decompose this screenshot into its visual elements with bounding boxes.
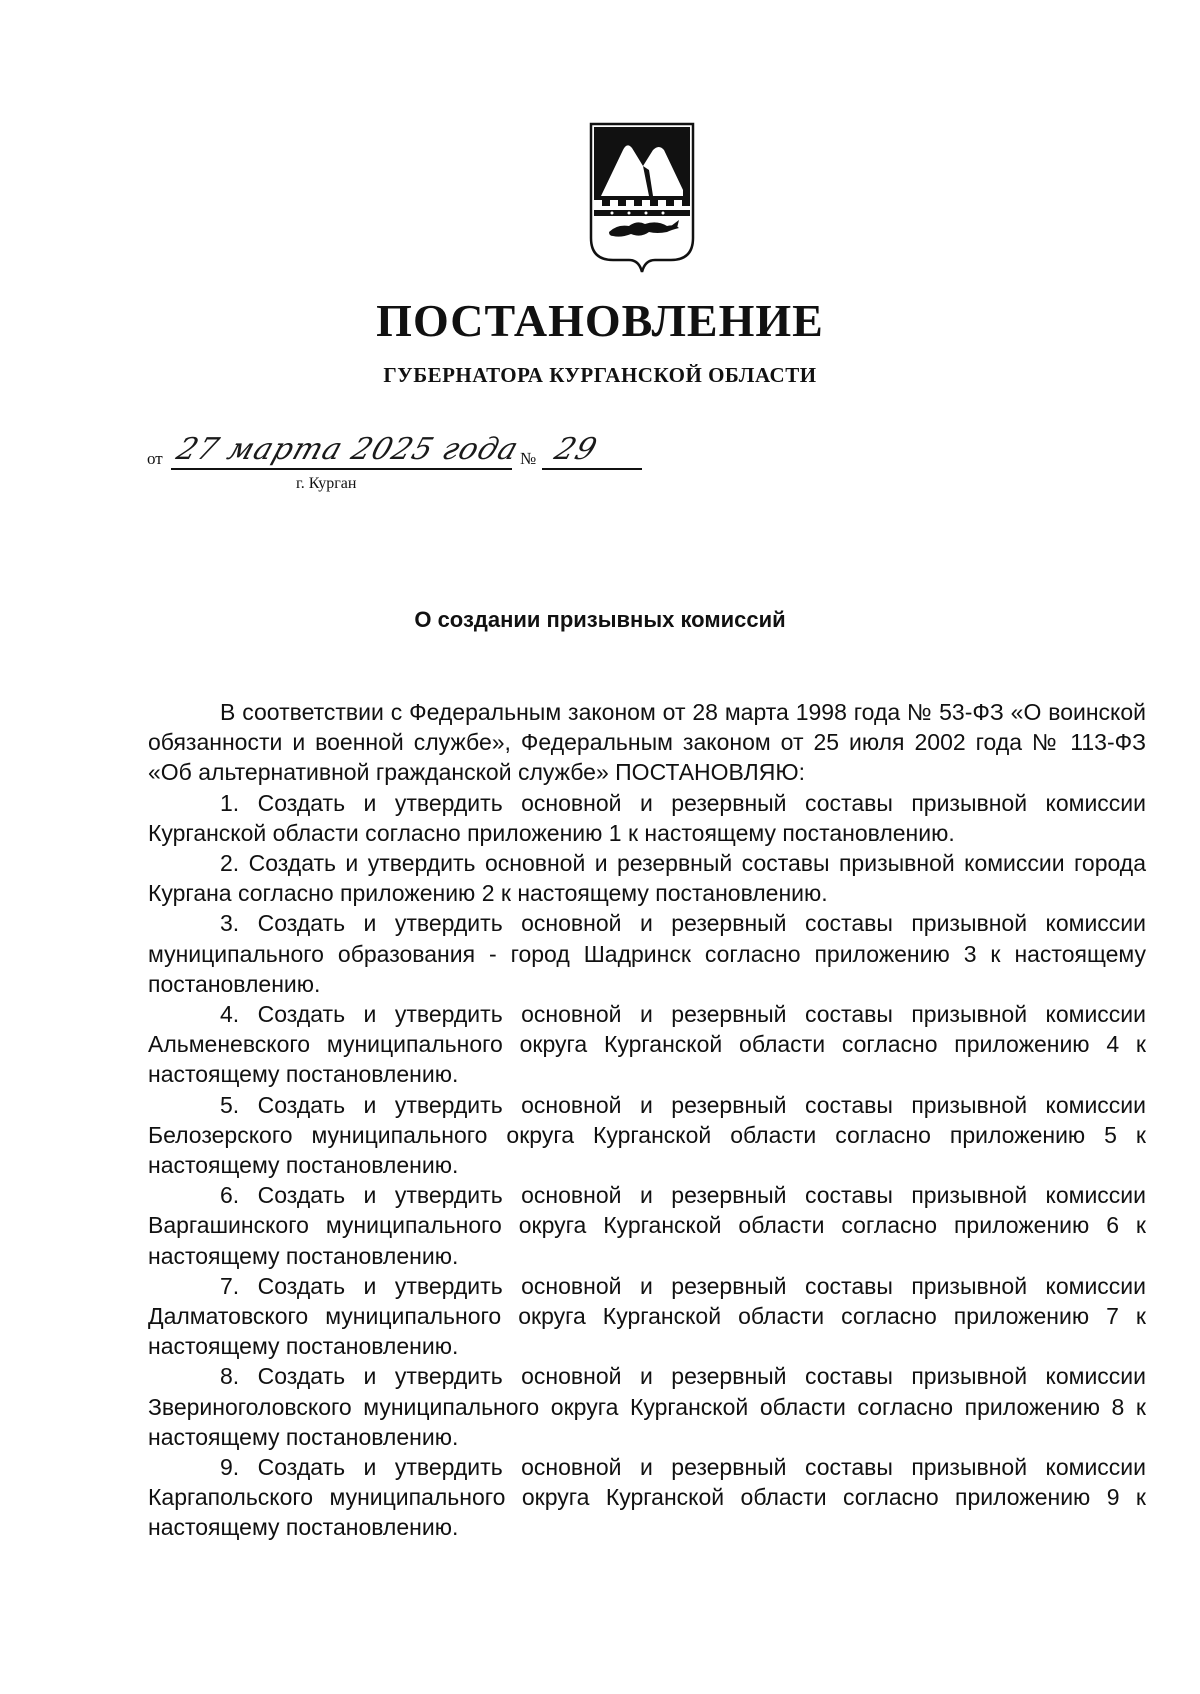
page-subtitle: ГУБЕРНАТОРА КУРГАНСКОЙ ОБЛАСТИ xyxy=(383,363,817,387)
city-label: г. Курган xyxy=(296,475,357,492)
clause-paragraph-6: 6. Создать и утвердить основной и резервный составы призывной комиссии Варгашинского муниципального округа Курганской области согласно приложению 6 к настоящему постановлению. xyxy=(148,1182,1146,1269)
clause-paragraph-9: 9. Создать и утвердить основной и резервный составы призывной комиссии Каргапольского муниципального округа Курганской области согласно приложению 9 к настоящему постановлению. xyxy=(148,1454,1146,1541)
clause-paragraph-8: 8. Создать и утвердить основной и резервный составы призывной комиссии Звериноголовского муниципального округа Курганской области согласно приложению 8 к настоящему постановлению. xyxy=(148,1363,1146,1450)
page-title: ПОСТАНОВЛЕНИЕ xyxy=(376,295,824,346)
date-underline xyxy=(171,468,512,470)
handwritten-number: 29 xyxy=(550,432,602,467)
kurgan-coat-of-arms-icon xyxy=(587,120,697,280)
clause-paragraph-5: 5. Создать и утвердить основной и резервный составы призывной комиссии Белозерского муниципального округа Курганской области согласно приложению 5 к настоящему постановлению. xyxy=(148,1091,1146,1179)
document-body xyxy=(148,697,1146,1543)
clause-paragraph-3: 3. Создать и утвердить основной и резервный составы призывной комиссии муниципального образования - город Шадринск согласно приложению 3 к настоящему постановлению. xyxy=(148,910,1146,997)
clause-paragraph-2: 2. Создать и утвердить основной и резервный составы призывной комиссии города Кургана согласно приложению 2 к настоящему постановлению. xyxy=(148,850,1146,907)
date-prefix-label: от xyxy=(147,449,163,468)
number-underline xyxy=(542,468,642,470)
document-heading: О создании призывных комиссий xyxy=(414,607,786,632)
preamble-paragraph: В соответствии с Федеральным законом от 28 марта 1998 года № 53-ФЗ «О воинской обязанности и военной службе», Федеральным законом от 25 июля 2002 года № 113-ФЗ «Об альтернативной гражданской службе» ПОСТАНОВЛЯЮ: xyxy=(148,699,1146,786)
handwritten-date: 27 марта 2025 года xyxy=(172,432,524,467)
clause-paragraph-7: 7. Создать и утвердить основной и резервный составы призывной комиссии Далматовского муниципального округа Курганской области согласно приложению 7 к настоящему постановлению. xyxy=(148,1272,1146,1360)
number-label: № xyxy=(520,449,537,468)
clause-paragraph-4: 4. Создать и утвердить основной и резервный составы призывной комиссии Альменевского муниципального округа Курганской области согласно приложению 4 к настоящему постановлению. xyxy=(148,1001,1146,1088)
clause-paragraph-1: 1. Создать и утвердить основной и резервный составы призывной комиссии Курганской области согласно приложению 1 к настоящему постановлению. xyxy=(148,789,1146,846)
